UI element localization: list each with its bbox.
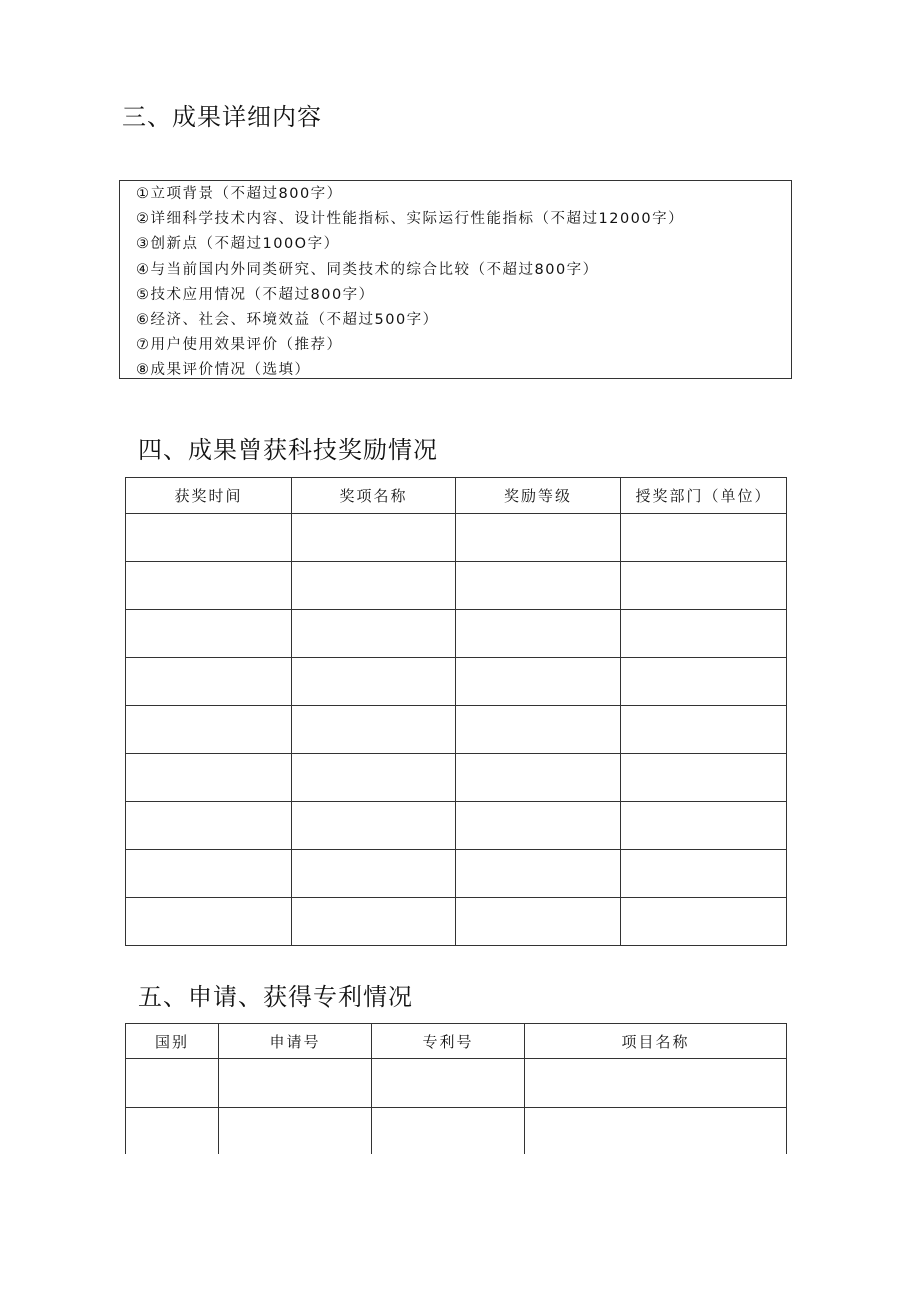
awards-cell[interactable] [621, 898, 787, 946]
awards-cell[interactable] [126, 610, 292, 658]
patents-row [126, 1108, 787, 1155]
awards-cell[interactable] [126, 898, 292, 946]
details-item: ⑤技术应用情况（不超过800字） [136, 286, 375, 303]
awards-cell[interactable] [292, 706, 456, 754]
details-item: ⑥经济、社会、环境效益（不超过500字） [136, 311, 439, 328]
awards-row [126, 610, 787, 658]
awards-header-name: 奖项名称 [292, 478, 456, 514]
details-item: ⑦用户使用效果评价（推荐） [136, 337, 343, 354]
awards-cell[interactable] [456, 658, 621, 706]
awards-cell[interactable] [292, 754, 456, 802]
section3-title: 三、成果详细内容 [122, 103, 322, 131]
awards-cell[interactable] [456, 802, 621, 850]
awards-row [126, 898, 787, 946]
awards-cell[interactable] [456, 754, 621, 802]
awards-cell[interactable] [126, 754, 292, 802]
awards-cell[interactable] [456, 850, 621, 898]
details-item: ③创新点（不超过100O字） [136, 236, 340, 253]
awards-cell[interactable] [292, 802, 456, 850]
awards-cell[interactable] [621, 802, 787, 850]
awards-table [125, 477, 787, 946]
awards-row [126, 850, 787, 898]
patents-cell[interactable] [372, 1108, 525, 1155]
patents-table-body [126, 1059, 787, 1155]
awards-row [126, 802, 787, 850]
awards-row [126, 562, 787, 610]
awards-cell[interactable] [621, 706, 787, 754]
details-item: ②详细科学技术内容、设计性能指标、实际运行性能指标（不超过12000字） [136, 211, 685, 228]
patents-row [126, 1059, 787, 1108]
details-item-list [136, 182, 684, 384]
awards-cell[interactable] [621, 514, 787, 562]
awards-cell[interactable] [292, 898, 456, 946]
patents-table [125, 1023, 787, 1154]
awards-row [126, 706, 787, 754]
patents-header-row [126, 1024, 787, 1059]
awards-cell[interactable] [456, 898, 621, 946]
awards-cell[interactable] [621, 562, 787, 610]
patents-cell[interactable] [219, 1059, 372, 1108]
details-item: ④与当前国内外同类研究、同类技术的综合比较（不超过800字） [136, 261, 599, 278]
details-content-box [119, 180, 792, 379]
awards-header-time: 获奖时间 [126, 478, 292, 514]
patents-cell[interactable] [126, 1059, 219, 1108]
awards-table-body [126, 514, 787, 946]
awards-cell[interactable] [126, 562, 292, 610]
awards-cell[interactable] [292, 610, 456, 658]
details-item: ①立项背景（不超过800字） [136, 186, 343, 202]
awards-row [126, 658, 787, 706]
section5-title: 五、申请、获得专利情况 [138, 983, 413, 1011]
awards-cell[interactable] [621, 754, 787, 802]
awards-cell[interactable] [126, 802, 292, 850]
awards-cell[interactable] [126, 706, 292, 754]
patents-cell[interactable] [525, 1108, 787, 1155]
patents-cell[interactable] [126, 1108, 219, 1155]
awards-cell[interactable] [621, 658, 787, 706]
awards-cell[interactable] [621, 850, 787, 898]
awards-cell[interactable] [456, 610, 621, 658]
section4-title: 四、成果曾获科技奖励情况 [138, 436, 438, 464]
patents-header-project-name: 项目名称 [525, 1024, 787, 1059]
awards-cell[interactable] [621, 610, 787, 658]
awards-cell[interactable] [456, 562, 621, 610]
awards-cell[interactable] [456, 706, 621, 754]
awards-cell[interactable] [292, 514, 456, 562]
awards-cell[interactable] [292, 850, 456, 898]
awards-cell[interactable] [292, 658, 456, 706]
awards-cell[interactable] [126, 514, 292, 562]
patents-cell[interactable] [372, 1059, 525, 1108]
awards-header-dept: 授奖部门（单位） [621, 478, 787, 514]
awards-row [126, 514, 787, 562]
awards-header-level: 奖励等级 [456, 478, 621, 514]
patents-cell[interactable] [219, 1108, 372, 1155]
awards-cell[interactable] [126, 850, 292, 898]
awards-cell[interactable] [292, 562, 456, 610]
patents-header-patent-no: 专利号 [372, 1024, 525, 1059]
awards-header-row [126, 478, 787, 514]
awards-cell[interactable] [456, 514, 621, 562]
awards-row [126, 754, 787, 802]
awards-cell[interactable] [126, 658, 292, 706]
patents-cell[interactable] [525, 1059, 787, 1108]
patents-header-application-no: 申请号 [219, 1024, 372, 1059]
patents-header-country: 国别 [126, 1024, 219, 1059]
details-item: ⑧成果评价情况（选填） [136, 362, 311, 379]
